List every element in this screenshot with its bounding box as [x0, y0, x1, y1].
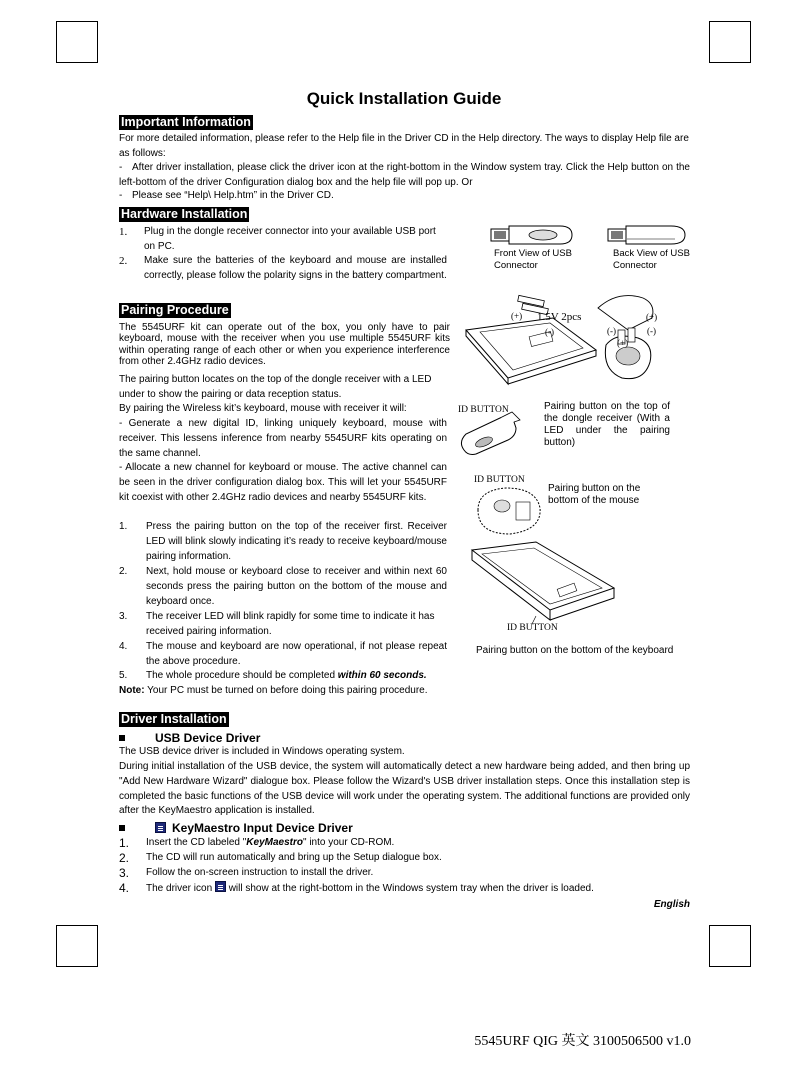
- km-step-1-text-pre: Insert the CD labeled ": [146, 837, 247, 848]
- important-item-2: Please see “Help\ Help.htm” in the Driver CD.: [132, 190, 334, 201]
- pairing-step-5: [146, 669, 447, 684]
- keymaestro-icon: [155, 822, 166, 833]
- hardware-item-1-text: Plug in the dongle receiver connector into your available USB port on PC.: [144, 226, 436, 252]
- crop-mark-bottom-right: [709, 925, 751, 967]
- usb-front-view-caption: Front View of USB Connector: [494, 248, 572, 271]
- bullet-icon: [119, 825, 125, 831]
- important-item-1: After driver installation, please click the driver icon at the right-bottom in the Window system tray. Click the Help button on the left-bottom of the driver Configuration dialog box and the help file will pop up. Or: [119, 162, 690, 188]
- hardware-item-1: [144, 225, 447, 255]
- mouse-caption: Pairing button on the bottom of the mouse: [548, 483, 641, 506]
- usb-front-view-illustration: [488, 221, 578, 251]
- km-step-1-number: 1.: [119, 836, 130, 850]
- important-dash-1: -: [119, 162, 123, 173]
- mouse-battery-plus-label-top: (+): [646, 312, 658, 322]
- receiver-id-button-label: ID BUTTON: [458, 405, 509, 415]
- language-label: English: [653, 899, 690, 910]
- km-step-1-text-post: " into your CD-ROM.: [302, 837, 395, 848]
- pairing-step-1-number: 1.: [119, 521, 128, 532]
- mouse-bottom-illustration: [470, 482, 546, 540]
- mouse-battery-minus-label-right: (-): [647, 326, 656, 336]
- keyboard-battery-illustration: [458, 290, 600, 385]
- section-heading-important: Important Information: [121, 115, 251, 129]
- pairing-note-label: Note:: [119, 685, 145, 696]
- pairing-step-5-emphasis: within 60 seconds.: [337, 670, 427, 681]
- crop-mark-top-right: [709, 21, 751, 63]
- crop-mark-top-left: [56, 21, 98, 63]
- pairing-intro: The 5545URF kit can operate out of the box, you only have to pair keyboard, mouse with the receiver when you use multiple 5545URF kits within operating range of each other or when you experience interference from other 2.4GHz radio devices.: [119, 322, 450, 367]
- battery-label: 1.5V 2pcs: [537, 311, 582, 323]
- section-heading-hardware: Hardware Installation: [121, 207, 248, 221]
- important-dash-2: -: [119, 190, 123, 201]
- pairing-step-2-number: 2.: [119, 566, 128, 577]
- km-step-3-number: 3.: [119, 866, 130, 880]
- km-step-4-text-pre: The driver icon: [146, 883, 213, 894]
- bullet-icon: [119, 735, 125, 741]
- km-step-4: [146, 881, 690, 897]
- document-code: 5545URF QIG 英文 3100506500 v1.0: [474, 1034, 691, 1049]
- pairing-step-1-text: Press the pairing button on the top of the receiver first. Receiver LED will blink slowly indicating it’s ready to receive keyboard/mouse pairing information.: [146, 521, 447, 562]
- keymaestro-heading: [119, 821, 353, 835]
- driver-tray-icon: [215, 881, 226, 892]
- km-step-1: [146, 836, 690, 851]
- mouse-id-button-label: ID BUTTON: [474, 475, 525, 485]
- usb-driver-title: USB Device Driver: [155, 731, 261, 745]
- pairing-step-3-text: The receiver LED will blink rapidly for some time to indicate it has received pairing information.: [146, 611, 435, 637]
- mouse-battery-plus-label-bottom: (+): [617, 338, 629, 348]
- pairing-step-5-text: The whole procedure should be completed: [146, 670, 338, 681]
- hardware-item-1-number: 1.: [119, 226, 128, 238]
- page-title: Quick Installation Guide: [306, 89, 502, 108]
- km-step-4-text-post: will show at the right-bottom in the Windows system tray when the driver is loaded.: [228, 883, 594, 894]
- hardware-item-2-text: Make sure the batteries of the keyboard and mouse are installed correctly, please follow the polarity signs in the battery compartment.: [144, 255, 447, 281]
- usb-driver-heading: [119, 731, 260, 745]
- pairing-benefit-1: - Generate a new digital ID, linking uniquely keyboard, mouse with receiver. This lessens inference from nearby 5545URF kits operating on the same channel.: [119, 418, 447, 459]
- hardware-item-2-number: 2.: [119, 255, 128, 267]
- km-step-1-emphasis: KeyMaestro: [246, 837, 303, 848]
- keymaestro-title: KeyMaestro Input Device Driver: [172, 821, 353, 835]
- usb-driver-paragraph-1: The USB device driver is included in Windows operating system.: [119, 746, 405, 757]
- km-step-2-number: 2.: [119, 851, 130, 865]
- usb-back-view-caption: Back View of USB Connector: [613, 248, 690, 271]
- receiver-caption: Pairing button on the top of the dongle receiver (With a LED under the pairing button): [544, 401, 670, 448]
- dongle-receiver-illustration: [456, 410, 526, 456]
- pairing-step-5-number: 5.: [119, 670, 128, 681]
- pairing-step-3-number: 3.: [119, 611, 128, 622]
- keyboard-caption: Pairing button on the bottom of the keyboard: [476, 645, 674, 656]
- pairing-led-note: The pairing button locates on the top of the dongle receiver with a LED under to show the pairing or data reception status.: [119, 374, 432, 400]
- crop-mark-bottom-left: [56, 925, 98, 967]
- section-heading-pairing: Pairing Procedure: [121, 303, 229, 317]
- pairing-benefit-2: - Allocate a new channel for keyboard or mouse. The active channel can be seen in the driver configuration dialog box. This will let your 5545URF kit coexist with other 2.4GHz radio devices and nearby 5545URF kits.: [119, 462, 447, 503]
- pairing-note: [119, 684, 450, 699]
- keyboard-id-button-label: ID BUTTON: [507, 623, 558, 633]
- section-heading-driver: Driver Installation: [121, 712, 227, 726]
- mouse-battery-minus-label-left: (-): [607, 326, 616, 336]
- usb-back-view-illustration: [605, 221, 695, 251]
- km-step-4-number: 4.: [119, 881, 130, 895]
- keyboard-battery-plus-label: (+): [511, 311, 523, 321]
- km-step-2-text: The CD will run automatically and bring up the Setup dialogue box.: [146, 852, 442, 863]
- pairing-benefits-intro: By pairing the Wireless kit’s keyboard, mouse with receiver it will:: [119, 403, 407, 414]
- usb-driver-paragraph-2: During initial installation of the USB device, the system will automatically detect a new hardware being added, and then bring up "Add New Hardware Wizard" dialogue box. Please follow the Wizard's USB driver installation steps. Once this installation step is completed the basic functions of the USB device will work under the operating system. The additional functions are provided only after the KeyMaestro application is installed.: [119, 761, 690, 817]
- pairing-step-4-text: The mouse and keyboard are now operational, if not please repeat the above procedure.: [146, 641, 447, 667]
- pairing-step-2-text: Next, hold mouse or keyboard close to receiver and within next 60 seconds press the pairing button on the bottom of the mouse and keyboard once.: [146, 566, 447, 607]
- km-step-3-text: Follow the on-screen instruction to install the driver.: [146, 867, 374, 878]
- keyboard-battery-minus-label: (-): [545, 327, 554, 337]
- important-paragraph: For more detailed information, please refer to the Help file in the Driver CD in the Help directory. The ways to display Help file are as follows:: [119, 133, 689, 159]
- pairing-step-4-number: 4.: [119, 641, 128, 652]
- pairing-note-text: Your PC must be turned on before doing this pairing procedure.: [144, 685, 428, 696]
